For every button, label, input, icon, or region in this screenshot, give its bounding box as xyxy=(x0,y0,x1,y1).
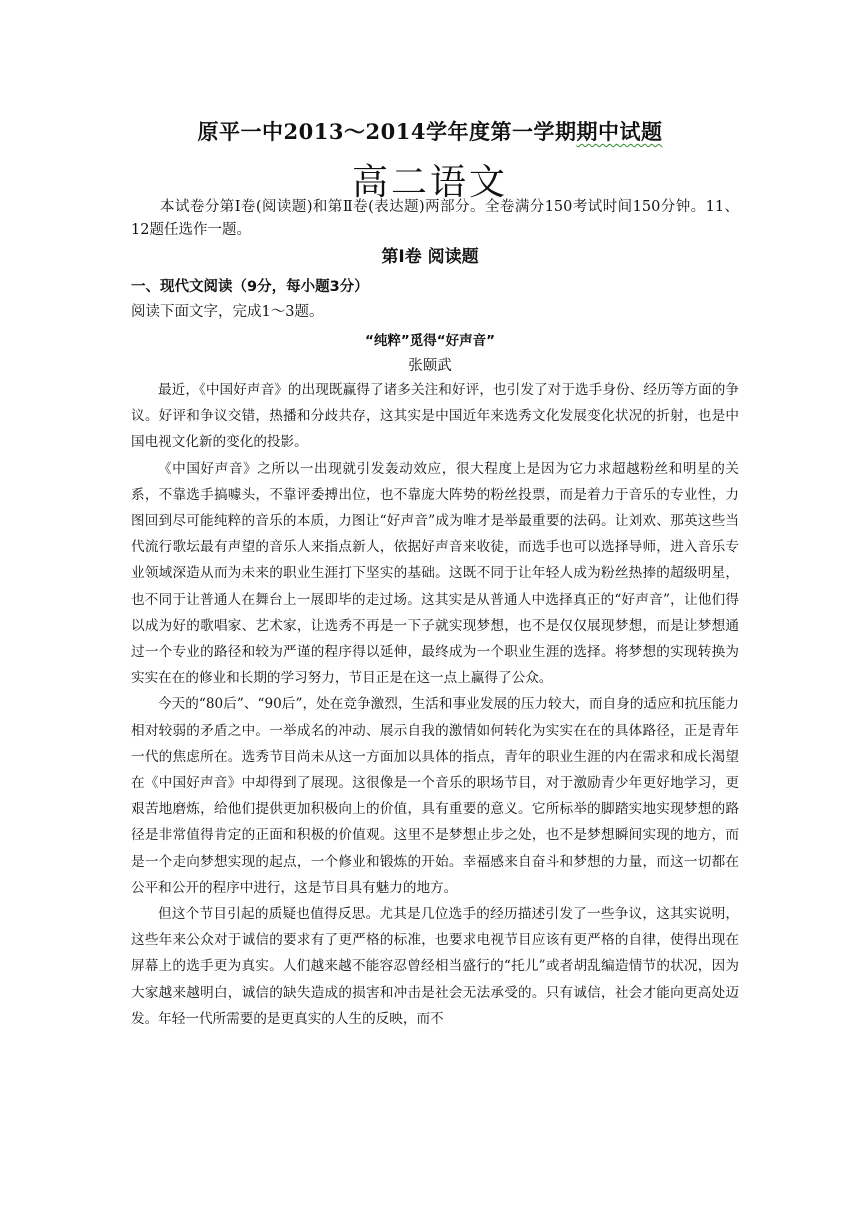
article-paragraph: 《中国好声音》之所以一出现就引发轰动效应，很大程度上是因为它力求超越粉丝和明星的关系，不靠选手搞噱头，不靠评委搏出位，也不靠庞大阵势的粉丝投票，而是着力于音乐的专业性，力图回到尽可能纯粹的音乐的本质，力图让“好声音”成为唯才是举最重要的法码。让刘欢、那英这些当代流行歌坛最有声望的音乐人来指点新人，依据好声音来收徒，而选手也可以选择导师，进入音乐专业领域深造从而为未来的职业生涯打下坚实的基础。这既不同于让年轻人成为粉丝热捧的超级明星，也不同于让普通人在舞台上一展即毕的走过场。这其实是从普通人中选择真正的“好声音”，让他们得以成为好的歌唱家、艺术家，让选秀不再是一下子就实现梦想，也不是仅仅展现梦想，而是让梦想通过一个专业的路径和较为严谨的程序得以延伸，最终成为一个职业生涯的选择。将梦想的实现转换为实实在在的修业和长期的学习努力，节目正是在这一点上赢得了公众。 xyxy=(131,460,739,687)
exam-title xyxy=(0,116,860,146)
article-title: “纯粹”觅得“好声音” xyxy=(365,333,495,349)
exam-title-prefix: 原平一中2013～2014学年度第一学期 xyxy=(197,119,577,144)
exam-instructions: 本试卷分第Ⅰ卷(阅读题)和第Ⅱ卷(表达题)两部分。全卷满分150考试时间150分钟。11、12题任选作一题。 xyxy=(131,199,739,238)
article-body xyxy=(131,377,739,1032)
part-heading: 第Ⅰ卷 阅读题 xyxy=(381,247,479,267)
reading-instruction: 阅读下面文字，完成1～3题。 xyxy=(131,304,324,320)
article-paragraph: 但这个节目引起的质疑也值得反思。尤其是几位选手的经历描述引发了一些争议，这其实说明，这些年来公众对于诚信的要求有了更严格的标准，也要求电视节目应该有更严格的自律，使得出现在屏幕上的选手更为真实。人们越来越不能容忍曾经相当盛行的“托儿”或者胡乱编造情节的状况，因为大家越来越明白，诚信的缺失造成的损害和冲击是社会无法承受的。只有诚信，社会才能向更高处迈发。年轻一代所需要的是更真实的人生的反映，而不 xyxy=(131,906,739,1027)
subject-title: 高二语文 xyxy=(351,162,508,203)
article-paragraph: 今天的“80后”、“90后”，处在竞争激烈，生活和事业发展的压力较大，而自身的适应和抗压能力相对较弱的矛盾之中。一举成名的冲动、展示自我的激情如何转化为实实在在的具体路径，正是青年一代的焦虑所在。选秀节目尚未从这一方面加以具体的指点，青年的职业生涯的内在需求和成长渴望在《中国好声音》中却得到了展现。这很像是一个音乐的职场节目，对于激励青少年更好地学习，更艰苦地磨炼，给他们提供更加积极向上的价值，具有重要的意义。它所标举的脚踏实地实现梦想的路径是非常值得肯定的正面和积极的价值观。这里不是梦想止步之处，也不是梦想瞬间实现的地方，而是一个走向梦想实现的起点，一个修业和锻炼的开始。幸福感来自奋斗和梦想的力量，而这一切都在公平和公开的程序中进行，这是节目具有魅力的地方。 xyxy=(131,696,739,896)
article-paragraph: 最近，《中国好声音》的出现既赢得了诸多关注和好评，也引发了对于选手身份、经历等方面的争议。好评和争议交错，热播和分歧共存，这其实是中国近年来选秀文化发展变化状况的折射，也是中国电视文化新的变化的投影。 xyxy=(131,382,739,451)
exam-title-suffix: 期中试题 xyxy=(576,119,663,144)
section-heading: 一、现代文阅读（9分，每小题3分） xyxy=(131,279,369,295)
article-author: 张颐武 xyxy=(408,358,452,374)
